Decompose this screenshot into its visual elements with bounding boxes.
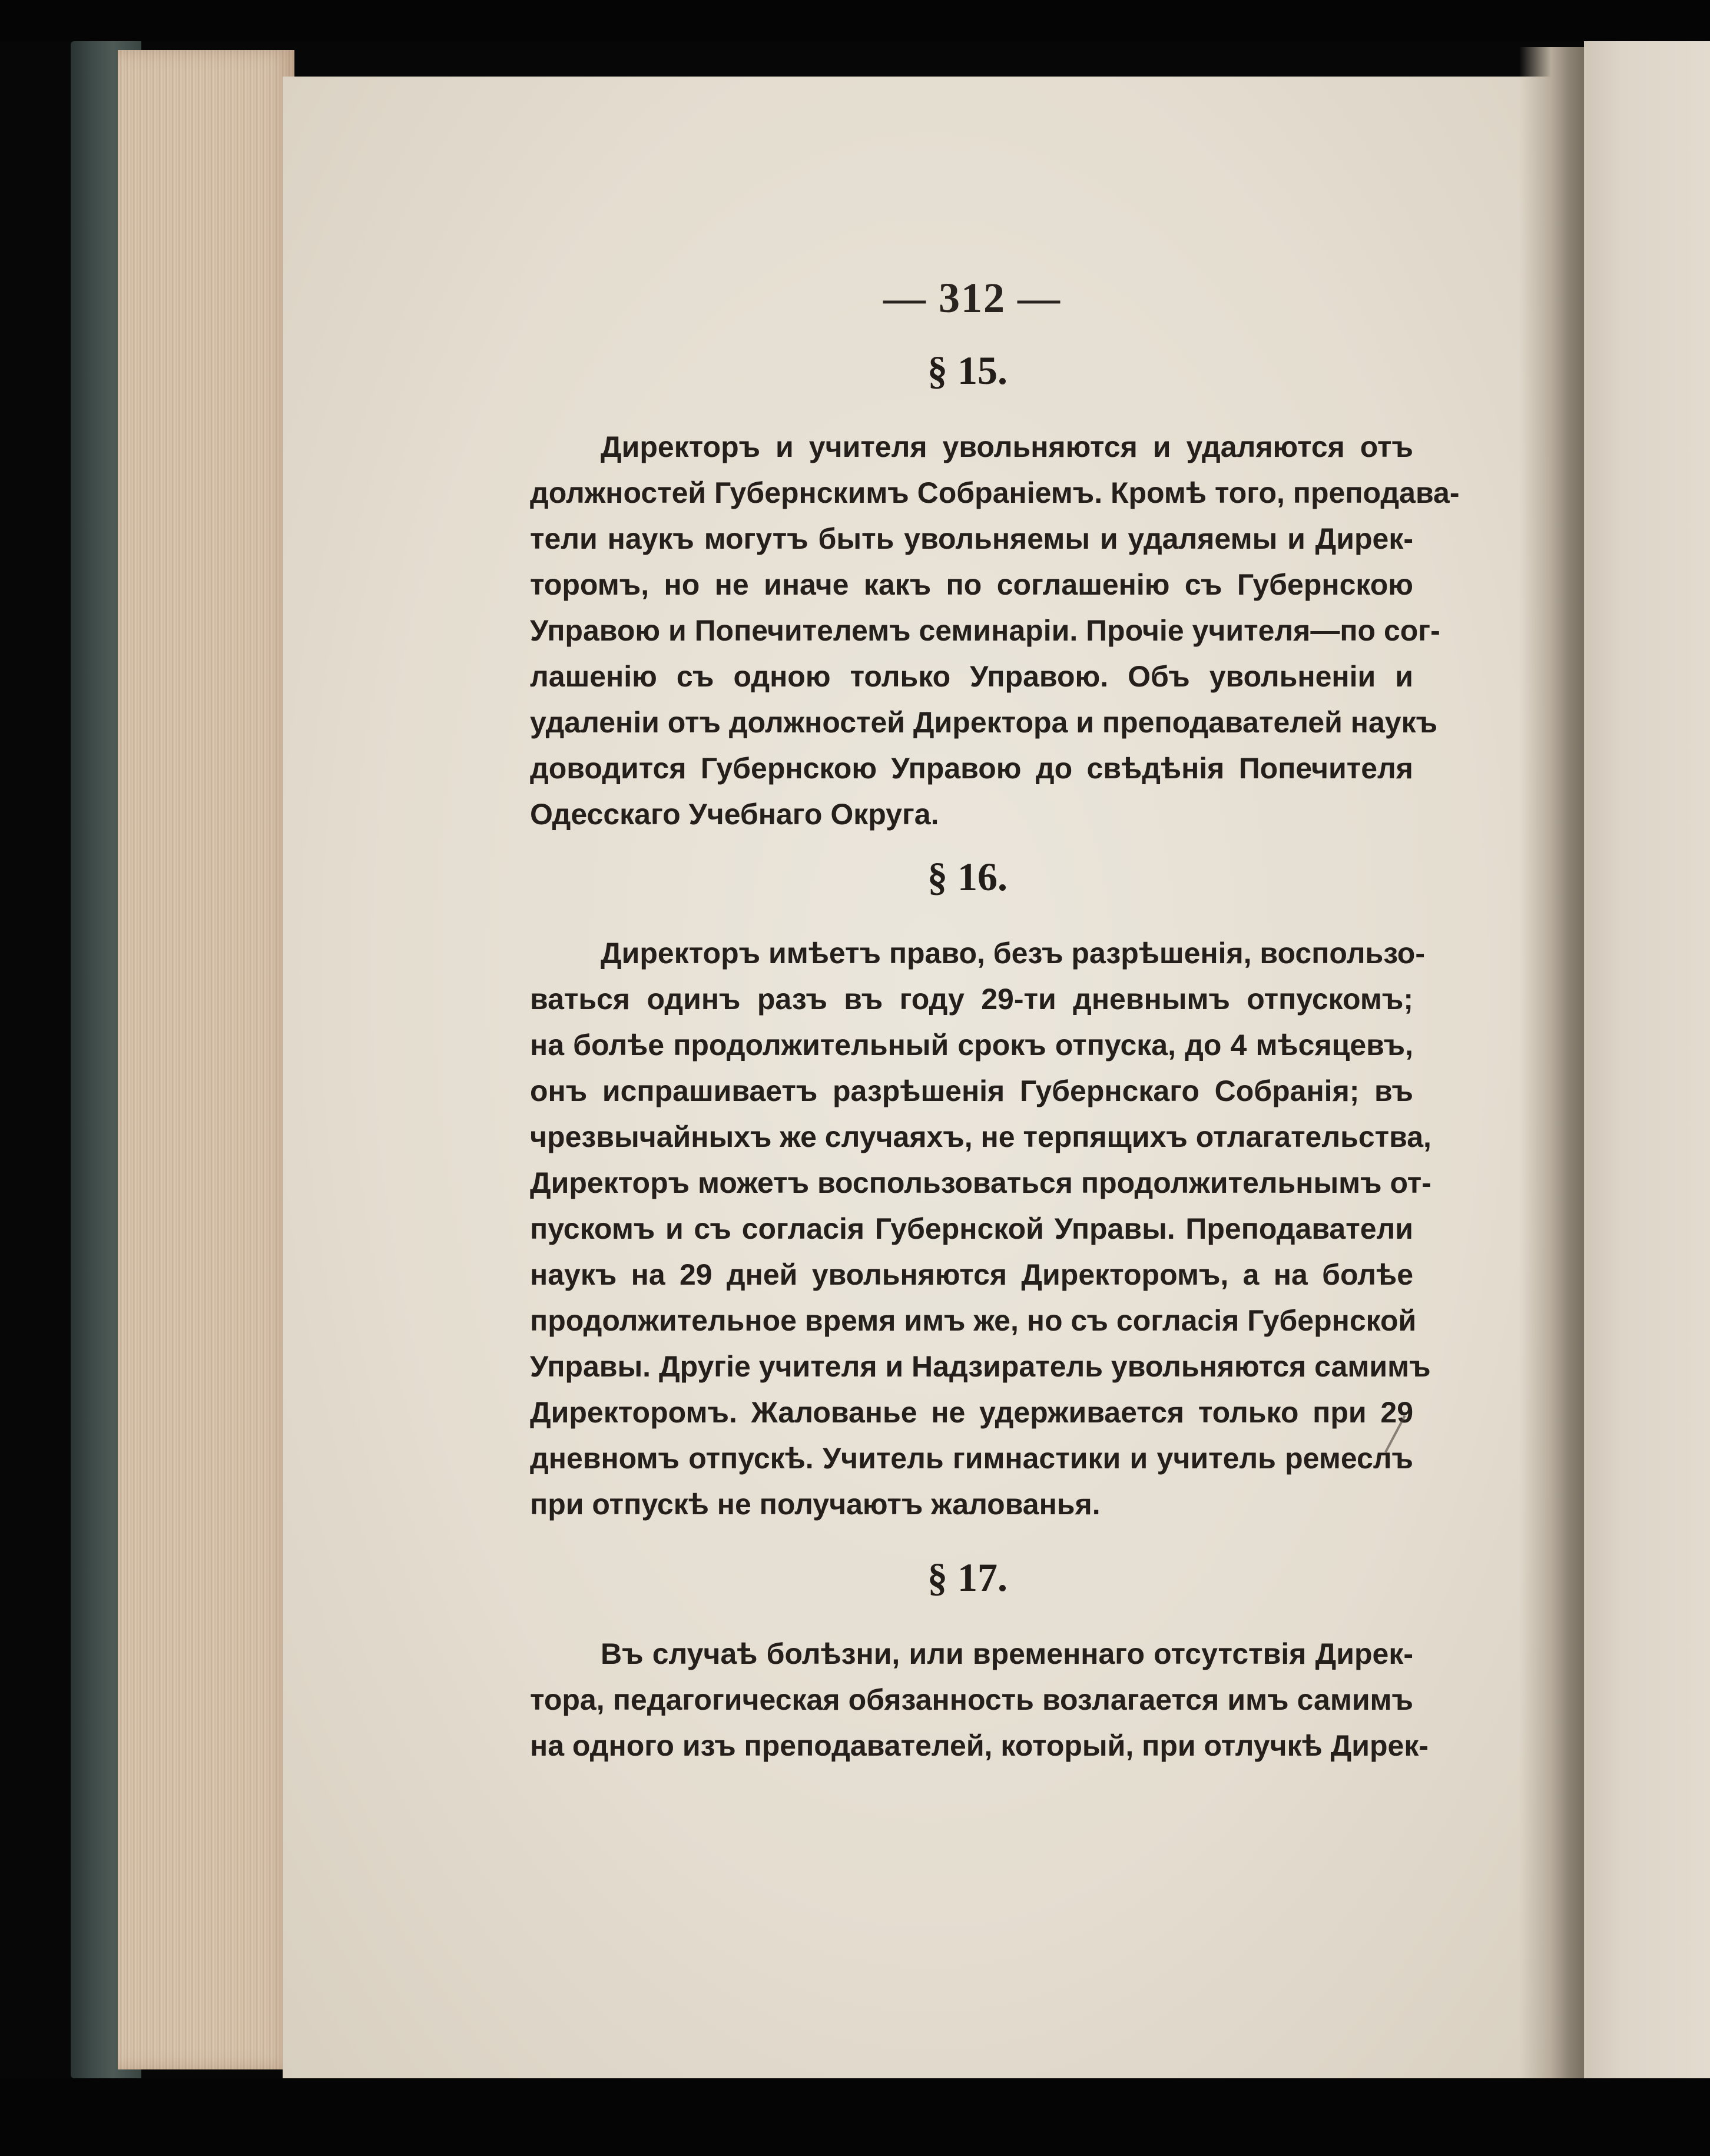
- text-line: Директоромъ. Жалованье не удерживается только при 29: [530, 1396, 1413, 1429]
- page-number: — 312 —: [883, 274, 1061, 321]
- text-line: пускомъ и съ согласія Губернской Управы. Преподаватели: [530, 1212, 1413, 1245]
- text-line: Директоръ имѣетъ право, безъ разрѣшенія, воспользо-: [601, 937, 1425, 970]
- text-line: лашенію съ одною только Управою. Объ увольненіи и: [530, 660, 1413, 693]
- scan-border-top: [0, 0, 1710, 41]
- text-line: Одесскаго Учебнаго Округа.: [530, 798, 939, 831]
- text-line: Директоръ и учителя увольняются и удаляются отъ: [601, 430, 1413, 463]
- text-line: Управы. Другіе учителя и Надзиратель увольняются самимъ: [530, 1350, 1431, 1383]
- text-line: чрезвычайныхъ же случаяхъ, не терпящихъ отлагательства,: [530, 1120, 1431, 1153]
- text-line: на болѣе продолжительный срокъ отпуска, до 4 мѣсяцевъ,: [530, 1029, 1413, 1062]
- text-line: дневномъ отпускѣ. Учитель гимнастики и учитель ремеслъ: [530, 1442, 1413, 1475]
- text-line: должностей Губернскимъ Собраніемъ. Кромѣ того, преподава-: [530, 476, 1460, 509]
- text-line: ваться одинъ разъ въ году 29-ти дневнымъ отпускомъ;: [530, 983, 1413, 1016]
- text-line: наукъ на 29 дней увольняются Директоромъ, а на болѣе: [530, 1258, 1413, 1291]
- text-line: при отпускѣ не получаютъ жалованья.: [530, 1488, 1101, 1521]
- section-heading-15: § 15.: [927, 348, 1008, 393]
- text-line: Управою и Попечителемъ семинаріи. Прочіе учителя—по сог-: [530, 614, 1440, 647]
- adjacent-page-edge: [1584, 41, 1710, 2078]
- text-line: Директоръ можетъ воспользоваться продолжительнымъ от-: [530, 1166, 1431, 1199]
- text-line: доводится Губернскою Управою до свѣдѣнія Попечителя: [530, 752, 1413, 785]
- text-line: удаленіи отъ должностей Директора и преподавателей наукъ: [530, 706, 1438, 739]
- text-line: тели наукъ могутъ быть увольняемы и удаляемы и Дирек-: [530, 522, 1413, 555]
- text-line: Въ случаѣ болѣзни, или временнаго отсутствія Дирек-: [601, 1637, 1413, 1670]
- scan-border-bottom: [0, 2078, 1710, 2156]
- page-edges-stack: [118, 50, 294, 2069]
- text-line: тора, педагогическая обязанность возлагается имъ самимъ: [530, 1683, 1413, 1716]
- section-heading-16: § 16.: [927, 854, 1008, 899]
- page-gutter-shadow: [1519, 47, 1590, 2078]
- section-heading-17: § 17.: [927, 1555, 1008, 1600]
- text-line: торомъ, но не иначе какъ по соглашенію съ Губернскою: [530, 568, 1413, 601]
- text-line: продолжительное время имъ же, но съ согласія Губернской: [530, 1304, 1417, 1337]
- text-line: на одного изъ преподавателей, который, при отлучкѣ Дирек-: [530, 1729, 1429, 1762]
- text-line: онъ испрашиваетъ разрѣшенія Губернскаго Собранія; въ: [530, 1074, 1413, 1107]
